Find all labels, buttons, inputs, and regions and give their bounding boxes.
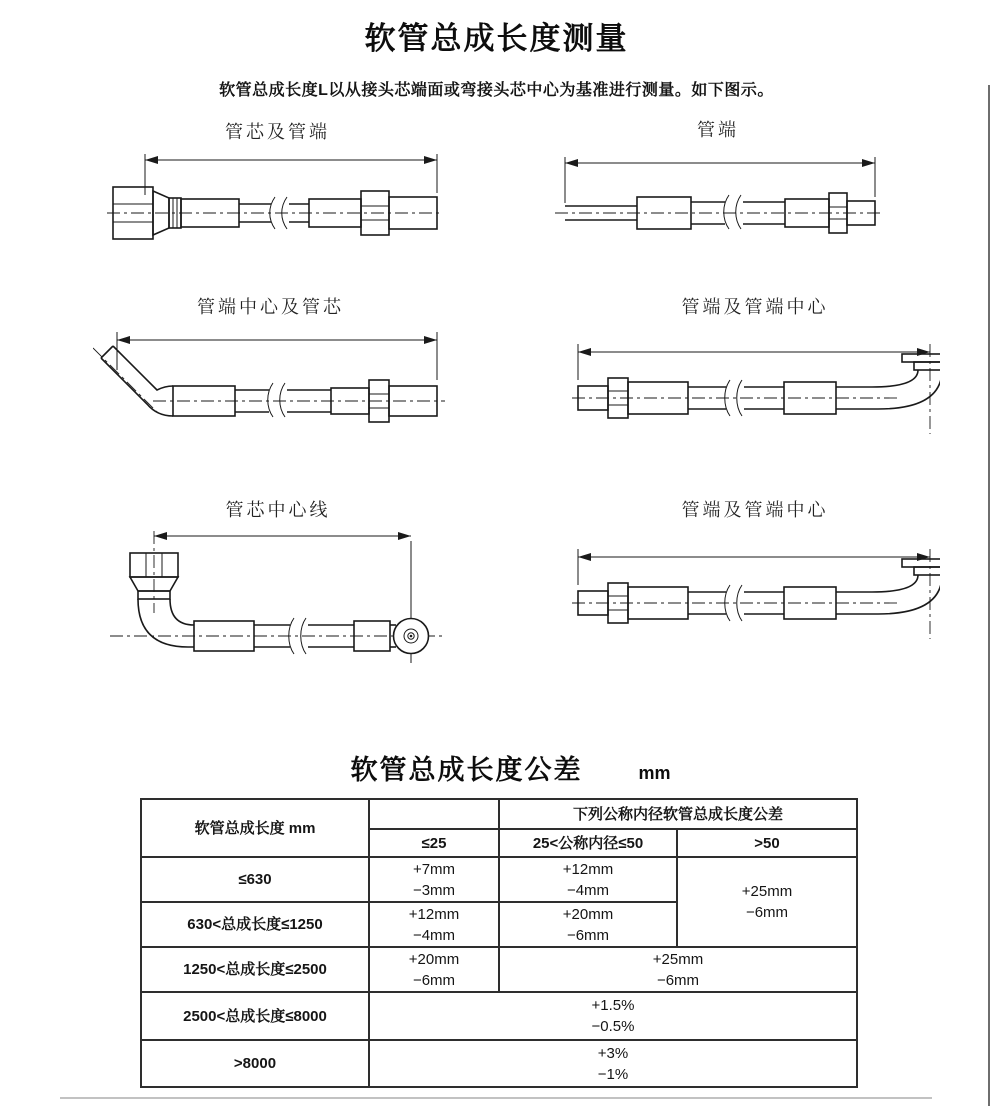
hose-assembly-drawing-icon: [105, 151, 445, 246]
tolerance-cell: +7mm −3mm: [369, 857, 499, 902]
diagram-label: 管芯及管端: [225, 122, 330, 142]
diagram-core-and-tube-end: [105, 118, 450, 246]
tolerance-cell: +12mm −4mm: [499, 857, 677, 902]
tolerance-cell: +20mm −6mm: [499, 902, 677, 947]
hose-assembly-drawing-icon: [93, 326, 448, 446]
tolerance-cell: +20mm −6mm: [369, 947, 499, 992]
diagram-label: 管端: [697, 120, 739, 140]
tolerance-table-heading: [14, 748, 993, 787]
table-row: [141, 947, 857, 992]
header-dia-gt50: >50: [677, 829, 857, 857]
header-dia-25-50: 25<公称内径≤50: [499, 829, 677, 857]
tolerance-cell-merged: +25mm −6mm: [499, 947, 857, 992]
tolerance-cell-merged: +3% −1%: [369, 1040, 857, 1087]
hose-assembly-drawing-icon: [570, 330, 940, 450]
diagram-label: 管端及管端中心: [681, 297, 829, 317]
diagram-tube-end-and-tube-end-center-2: [570, 496, 940, 655]
range-cell: 1250<总成长度≤2500: [141, 947, 369, 992]
hose-assembly-drawing-icon: [108, 529, 448, 669]
table-row: [141, 857, 857, 902]
tolerance-cell-merged: +1.5% −0.5%: [369, 992, 857, 1040]
tolerance-table-title: 软管总成长度公差: [350, 755, 583, 785]
header-length-col: 软管总成长度 mm: [141, 799, 369, 857]
diagram-tube-end-center-and-core: [93, 293, 448, 446]
page-title: 软管总成长度测量: [364, 21, 629, 56]
hose-assembly-drawing-icon: [570, 535, 940, 655]
tolerance-table-unit: mm: [638, 763, 671, 783]
tolerance-cell-merged-gt50: +25mm −6mm: [677, 857, 857, 947]
table-row: [141, 992, 857, 1040]
diagram-tube-end: [553, 116, 883, 246]
page-right-border: [988, 85, 990, 1106]
hose-assembly-drawing-icon: [553, 151, 883, 246]
diagram-label: 管芯中心线: [225, 500, 331, 520]
header-tolerance-span: 下列公称内径软管总成长度公差: [499, 799, 857, 829]
range-cell: >8000: [141, 1040, 369, 1087]
diagram-core-centerline: [108, 496, 448, 669]
page-bottom-rule: [60, 1097, 932, 1099]
tolerance-cell: +12mm −4mm: [369, 902, 499, 947]
table-row: [141, 1040, 857, 1087]
range-cell: ≤630: [141, 857, 369, 902]
range-cell: 2500<总成长度≤8000: [141, 992, 369, 1040]
diagram-label: 管端中心及管芯: [197, 297, 344, 317]
header-dia-le25: ≤25: [369, 829, 499, 857]
page-subtitle: 软管总成长度L以从接头芯端面或弯接头芯中心为基准进行测量。如下图示。: [219, 82, 774, 99]
header-empty-cell: [369, 799, 499, 829]
tolerance-table: [140, 798, 858, 1088]
range-cell: 630<总成长度≤1250: [141, 902, 369, 947]
diagram-label: 管端及管端中心: [681, 500, 829, 520]
diagram-tube-end-and-tube-end-center: [570, 293, 940, 450]
